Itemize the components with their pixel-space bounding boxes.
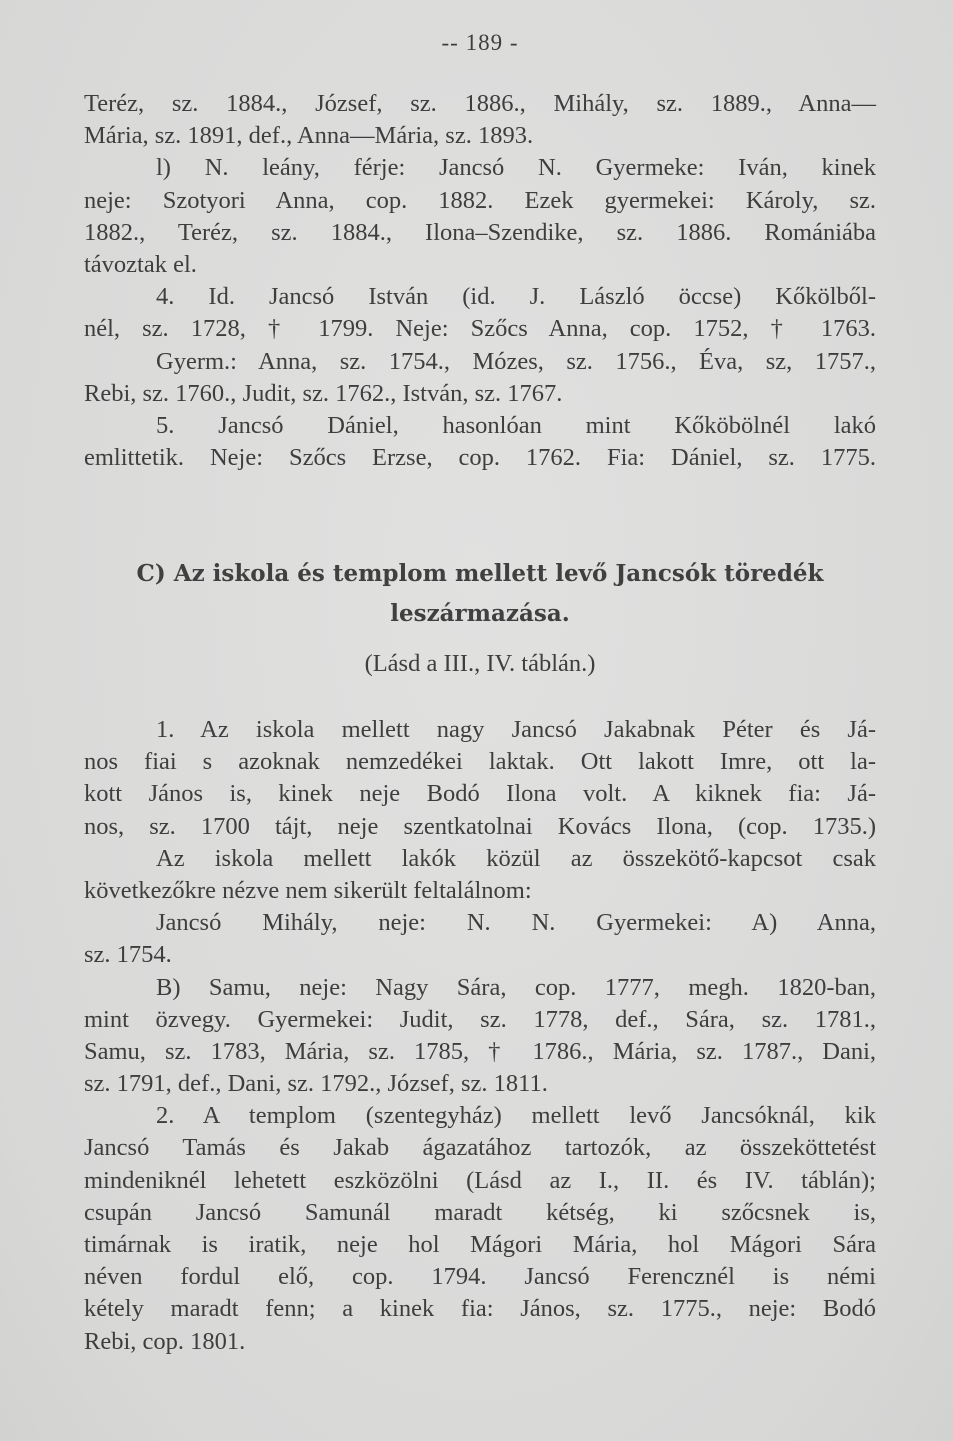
text-line: sz. 1754. [84, 941, 172, 969]
section-heading: C) Az iskola és templom mellett levő Jancsók töredék [136, 560, 824, 587]
section-genealogy-continued [84, 88, 876, 474]
text-line: timárnak is iratik, neje hol Mágori Mária, hol Mágori Sára [84, 1231, 876, 1258]
text-line: néven fordul elő, cop. 1794. Jancsó Ferencznél is némi [84, 1263, 876, 1291]
text-line: l) N. leány, férje: Jancsó N. Gyermeke: Iván, kinek [156, 154, 876, 182]
text-line: B) Samu, neje: Nagy Sára, cop. 1777, megh. 1820-ban, [156, 973, 876, 1001]
text-line: 5. Jancsó Dániel, hasonlóan mint Kőköbölnél lakó [156, 411, 876, 439]
section-heading-continued: leszármazása. [390, 600, 570, 627]
text-line: csupán Jancsó Samunál maradt kétség, ki szőcsnek is, [84, 1198, 876, 1226]
text-line: nos fiai s azoknak nemzedékei laktak. Ott lakott Imre, ott la- [84, 748, 876, 776]
text-line: távoztak el. [84, 250, 197, 278]
section-school-church [84, 714, 876, 1358]
text-line: 1882., Teréz, sz. 1884., Ilona–Szendike, sz. 1886. Romániába [84, 218, 876, 246]
text-line: kétely maradt fenn; a kinek fia: János, sz. 1775., neje: Bodó [84, 1295, 876, 1323]
text-line: következőkre nézve nem sikerült feltalálnom: [84, 876, 532, 904]
text-line: Mária, sz. 1891, def., Anna—Mária, sz. 1893. [84, 122, 534, 150]
text-line: 4. Id. Jancsó István (id. J. László öccse) Kőkölből- [156, 283, 876, 311]
text-line: Rebi, cop. 1801. [84, 1327, 246, 1355]
text-line: Teréz, sz. 1884., József, sz. 1886., Mihály, sz. 1889., Anna— [84, 90, 876, 117]
text-line: mindeniknél lehetett eszközölni (Lásd az I., II. és IV. táblán); [84, 1166, 876, 1194]
text-line: mint özvegy. Gyermekei: Judit, sz. 1778, def., Sára, sz. 1781., [84, 1005, 876, 1033]
section-subtitle: (Lásd a III., IV. táblán.) [364, 650, 596, 677]
text-line: kott János is, kinek neje Bodó Ilona volt. A kiknek fia: Já- [84, 780, 876, 808]
text-line: Gyerm.: Anna, sz. 1754., Mózes, sz. 1756., Éva, sz, 1757., [156, 347, 876, 375]
text-line: Jancsó Tamás és Jakab ágazatához tartozók, az összeköttetést [84, 1134, 876, 1162]
text-line: nél, sz. 1728, † 1799. Neje: Szőcs Anna, cop. 1752, † 1763. [84, 315, 876, 343]
text-line: 2. A templom (szentegyház) mellett levő Jancsóknál, kik [156, 1102, 876, 1130]
text-line: neje: Szotyori Anna, cop. 1882. Ezek gyermekei: Károly, sz. [84, 186, 876, 214]
text-line: sz. 1791, def., Dani, sz. 1792., József, sz. 1811. [84, 1070, 548, 1098]
text-line: Az iskola mellett lakók közül az összekötő-kapcsot csak [156, 844, 876, 872]
text-line: 1. Az iskola mellett nagy Jancsó Jakabnak Péter és Já- [156, 716, 876, 743]
page-number: -- 189 - [441, 30, 519, 55]
text-line: nos, sz. 1700 tájt, neje szentkatolnai Kovács Ilona, (cop. 1735.) [84, 812, 876, 840]
text-line: Samu, sz. 1783, Mária, sz. 1785, † 1786., Mária, sz. 1787., Dani, [84, 1037, 876, 1065]
text-line: Jancsó Mihály, neje: N. N. Gyermekei: A) Anna, [156, 909, 876, 937]
text-line: emlittetik. Neje: Szőcs Erzse, cop. 1762. Fia: Dániel, sz. 1775. [84, 444, 876, 472]
text-line: Rebi, sz. 1760., Judit, sz. 1762., István, sz. 1767. [84, 379, 563, 407]
